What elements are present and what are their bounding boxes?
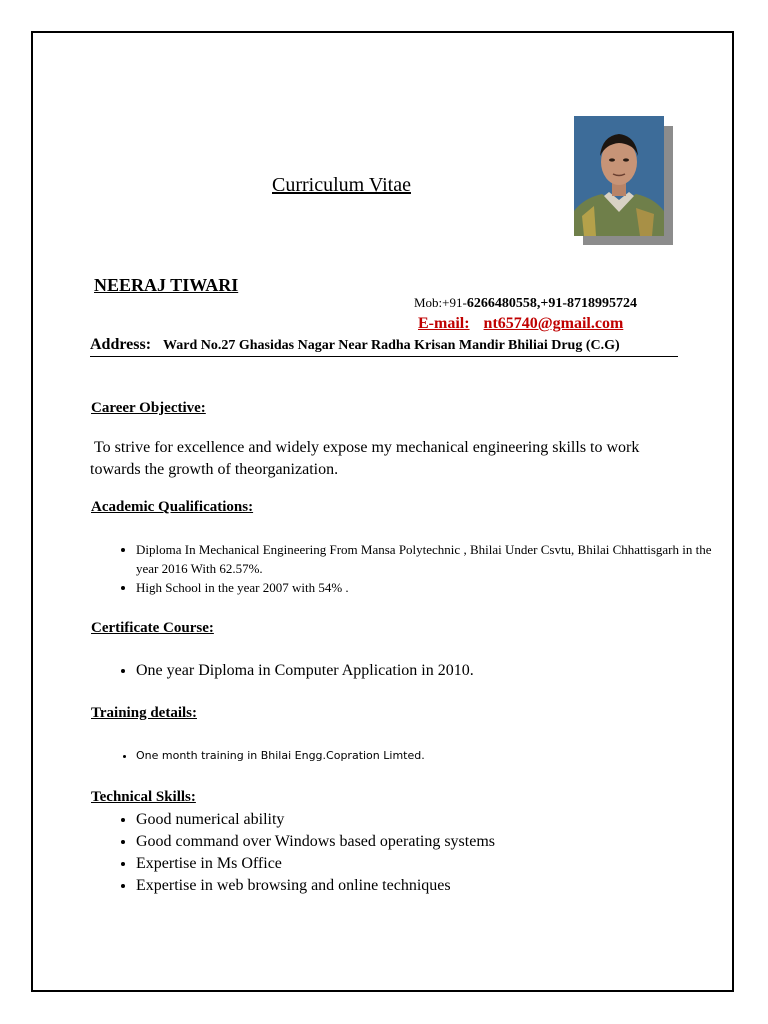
certificate-list xyxy=(91,660,726,682)
address-text: Ward No.27 Ghasidas Nagar Near Radha Krisan Mandir Bhiliai Drug (C.G) xyxy=(163,338,620,353)
career-objective-body: To strive for excellence and widely expose my mechanical engineering skills to work towards the growth of theorganization. xyxy=(90,439,640,478)
career-objective-heading: Career Objective: xyxy=(91,400,206,416)
list-item: • High School in the year 2007 with 54% . xyxy=(136,578,726,597)
email-link[interactable]: nt65740@gmail.com xyxy=(483,315,624,332)
email-row xyxy=(418,315,623,333)
list-item: • Good numerical ability xyxy=(136,809,726,831)
academic-heading: Academic Qualifications: xyxy=(91,499,254,515)
mobile-value: 6266480558,+91-8718995724 xyxy=(466,296,637,311)
technical-skills-list xyxy=(91,809,726,897)
address-label: Address: xyxy=(90,336,152,353)
mobile-numbers xyxy=(414,295,637,312)
technical-skills-heading: Technical Skills: xyxy=(91,789,196,805)
list-item: • Expertise in web browsing and online techniques xyxy=(136,875,726,897)
document-title: Curriculum Vitae xyxy=(272,174,411,196)
mobile-label: Mob:+91- xyxy=(414,295,467,310)
list-item: • One month training in Bhilai Engg.Copration Limted. xyxy=(136,746,726,766)
person-photo-icon xyxy=(574,116,664,236)
email-label: E-mail: xyxy=(418,315,470,332)
address-row xyxy=(90,336,678,357)
academic-list xyxy=(91,540,726,597)
list-item: • Diploma In Mechanical Engineering From Mansa Polytechnic , Bhilai Under Csvtu, Bhilai Chhattisgarh in the year 2016 With 62.57%. xyxy=(136,540,726,578)
career-objective-text xyxy=(90,437,680,481)
candidate-name: NEERAJ TIWARI xyxy=(94,275,239,295)
training-list xyxy=(91,746,726,766)
training-heading: Training details: xyxy=(91,705,197,721)
portrait-illustration xyxy=(574,116,664,236)
list-item: • Expertise in Ms Office xyxy=(136,853,726,875)
list-item: • One year Diploma in Computer Application in 2010. xyxy=(136,660,726,682)
list-item: • Good command over Windows based operating systems xyxy=(136,831,726,853)
certificate-heading: Certificate Course: xyxy=(91,620,214,636)
